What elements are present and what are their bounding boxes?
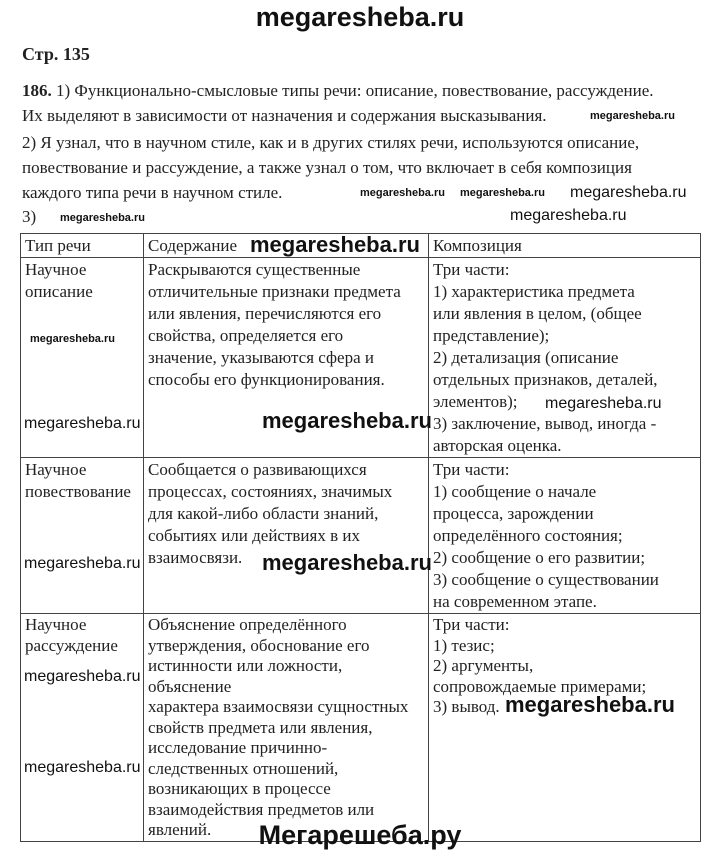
watermark: megaresheba.ru [460, 187, 545, 199]
table-cell: Раскрываются существенные отличительные признаки предмета или явления, перечисляются его свойства, определяется его значение, указываются сфера и способы его функционирования. [144, 258, 429, 458]
watermark: megaresheba.ru [24, 415, 141, 432]
watermark: megaresheba.ru [262, 408, 432, 433]
table-cell: Три части: 1) тезис; 2) аргументы, сопровождаемые примерами; 3) вывод. [429, 614, 701, 842]
watermark: megaresheba.ru [570, 184, 687, 201]
header-cell: Тип речи [21, 234, 144, 258]
table-cell: Три части: 1) характеристика предмета или явления в целом, (общее представление); 2) детализация (описание отдельных признаков, деталей, элементов); 3) заключение, вывод, иногда - авторская оценка. [429, 258, 701, 458]
answer-part-1-text: 1) Функционально-смысловые типы речи: описание, повествование, рассуждение. Их выделяют в зависимости от назначения и содержания высказывания. [22, 81, 654, 125]
watermark: megaresheba.ru [60, 212, 145, 224]
watermark: megaresheba.ru [250, 232, 420, 257]
answer-part-1 [22, 78, 654, 128]
watermark: megaresheba.ru [24, 668, 141, 685]
watermark: megaresheba.ru [262, 550, 432, 575]
watermark: megaresheba.ru [545, 395, 662, 412]
table-cell: Три части: 1) сообщение о начале процесса, зарождении определённого состояния; 2) сообщение о его развитии; 3) сообщение о существовании на современном этапе. [429, 458, 701, 614]
watermark: megaresheba.ru [24, 759, 141, 776]
watermark: megaresheba.ru [505, 692, 675, 717]
table-cell: Научное описание [21, 258, 144, 458]
header-cell: Композиция [429, 234, 701, 258]
table-cell: Научное рассуждение [21, 614, 144, 842]
answer-part-3-label: 3) [22, 207, 37, 226]
table-cell: Объяснение определённого утверждения, обоснование его истинности или ложности, объяснение характера взаимосвязи сущностных свойств предмета или явления, исследование причинно- следственных отношений, возникающих в процессе взаимодействия предметов или явлений. [144, 614, 429, 842]
answer-part-2: 2) Я узнал, что в научном стиле, как и в других стилях речи, используются описание, повествование и рассуждение, а также узнал о том, что включает в себя композиция каждого типа речи в научном стиле. [22, 133, 640, 202]
table-row [21, 614, 701, 842]
watermark: megaresheba.ru [590, 110, 675, 122]
speech-types-table [20, 233, 701, 842]
site-title[interactable]: megaresheba.ru [255, 2, 465, 32]
footer-title[interactable]: Мегарешеба.ру [258, 820, 462, 850]
page-label: Стр. 135 [22, 44, 90, 64]
task-number: 186. [22, 81, 52, 100]
table-cell: Сообщается о развивающихся процессах, состояниях, значимых для какой-либо области знаний, событиях или действиях в их взаимосвязи. [144, 458, 429, 614]
watermark: megaresheba.ru [360, 187, 445, 199]
watermark: megaresheba.ru [24, 555, 141, 572]
table-row [21, 458, 701, 614]
header-cell: Содержание [144, 234, 429, 258]
watermark: megaresheba.ru [30, 333, 115, 345]
table-cell: Научное повествование [21, 458, 144, 614]
watermark: megaresheba.ru [510, 207, 627, 224]
